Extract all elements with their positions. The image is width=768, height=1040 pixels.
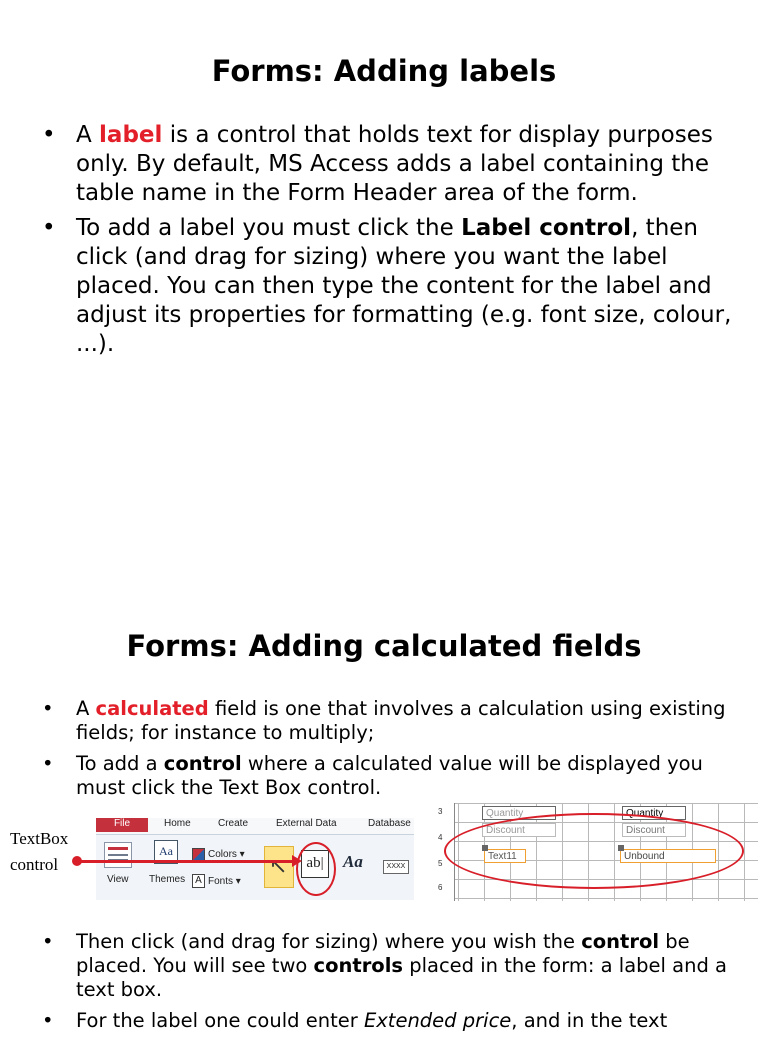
text-fragment: field is one that involves a calculation using existing fields; for instance to multiply;	[76, 697, 726, 744]
tab-file[interactable]: File	[96, 818, 148, 832]
quantity-label-field[interactable]: Quantity	[482, 806, 556, 820]
text-fragment: , and in the text	[511, 1009, 668, 1032]
discount-textbox-field[interactable]: Discount	[622, 823, 686, 837]
text-fragment: A	[76, 122, 100, 148]
text-fragment: be placed. You will see two	[76, 930, 690, 977]
view-button-label[interactable]: View	[107, 874, 129, 885]
themes-icon[interactable]: Aa	[154, 840, 178, 864]
section2-bullets	[42, 697, 742, 807]
caption-line: control	[10, 855, 59, 874]
textbox-control-caption	[10, 826, 68, 878]
new-label-control[interactable]: Text11	[484, 849, 526, 863]
bold-term: control	[163, 752, 242, 775]
ribbon-tabs	[96, 818, 414, 835]
textbox-highlight-circle	[296, 842, 336, 896]
text-fragment: Then click (and drag for sizing) where you wish the	[76, 930, 582, 953]
text-fragment: To add a label you must click the	[76, 215, 462, 241]
italic-term: Extended price	[363, 1009, 512, 1032]
tab-home[interactable]: Home	[164, 818, 191, 829]
section2-bullet-2	[42, 752, 742, 800]
text-fragment: is a control that holds text for display purposes only. By default, MS Access adds a label containing the table name in the Form Header area of the form.	[76, 122, 713, 206]
section2-title: Forms: Adding calculated fields	[126, 629, 642, 663]
textbox-control-icon[interactable]: ab|	[301, 850, 329, 878]
annotation-arrow-line	[78, 860, 296, 863]
annotation-arrow-head	[292, 855, 302, 867]
caption-line: TextBox	[10, 829, 69, 848]
ruler-mark: 4	[438, 833, 443, 842]
section1-bullet-1	[42, 121, 742, 208]
text-fragment: A	[76, 697, 96, 720]
themes-button-label[interactable]: Themes	[149, 874, 186, 885]
bold-term: Label control	[461, 215, 632, 241]
bold-term: controls	[313, 954, 403, 977]
ruler-mark: 6	[438, 883, 443, 892]
section1-bullets	[42, 121, 742, 365]
text-fragment: To add a	[76, 752, 164, 775]
bold-term: control	[581, 930, 660, 953]
tab-database[interactable]: Database	[368, 818, 411, 829]
section1-title: Forms: Adding labels	[211, 54, 557, 88]
text-fragment: placed in the form: a label and a text box.	[76, 954, 727, 1001]
discount-label-field[interactable]: Discount	[482, 823, 556, 837]
section2-bullet-4	[42, 1009, 742, 1033]
quantity-textbox-field[interactable]: Quantity	[622, 806, 686, 820]
text-fragment: where a calculated value will be displayed you must click the Text Box control.	[76, 752, 703, 799]
select-pointer-icon[interactable]	[264, 846, 294, 888]
fonts-button-label[interactable]: Fonts ▾	[208, 876, 241, 887]
tab-external-data[interactable]: External Data	[276, 818, 337, 829]
fonts-icon[interactable]: A	[192, 874, 205, 888]
ruler-mark: 5	[438, 859, 443, 868]
highlight-term: calculated	[95, 697, 209, 720]
highlight-term: label	[99, 122, 163, 148]
access-ribbon-screenshot	[96, 818, 414, 900]
colors-button-label[interactable]: Colors ▾	[208, 849, 245, 860]
section2-bullet-1	[42, 697, 742, 745]
form-view-icon[interactable]	[104, 842, 132, 868]
ruler-mark: 3	[438, 807, 443, 816]
controls-highlight-ellipse	[444, 813, 744, 889]
text-fragment: For the label one could enter	[76, 1009, 364, 1032]
section1-bullet-2	[42, 214, 742, 359]
label-control-icon[interactable]: Aa	[343, 852, 363, 871]
tab-create[interactable]: Create	[218, 818, 249, 829]
section2-bullet-3	[42, 930, 742, 1002]
button-control-icon[interactable]: XXXX	[383, 860, 409, 874]
new-textbox-control[interactable]: Unbound	[620, 849, 716, 863]
text-fragment: , then click (and drag for sizing) where you want the label placed. You can then type the content for the label and adjust its properties for formatting (e.g. font size, colour, ...).	[76, 215, 732, 357]
